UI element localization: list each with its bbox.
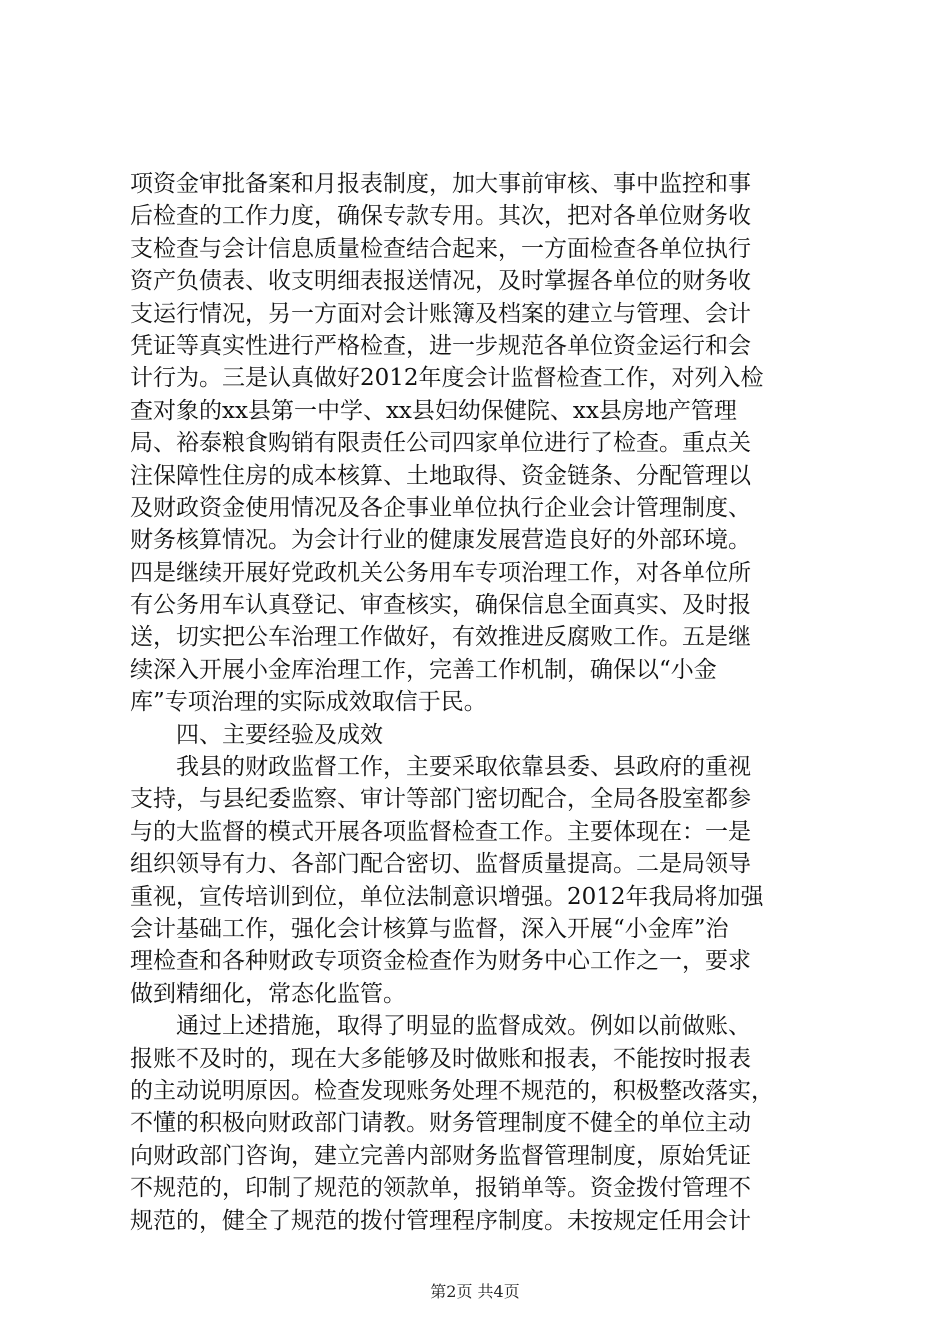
text-line: 通过上述措施，取得了明显的监督成效。例如以前做账、 [130,1013,751,1040]
text-line: 支检查与会计信息质量检查结合起来，一方面检查各单位执行 [130,235,751,262]
text-line: 四、主要经验及成效 [130,721,383,748]
text-line: 续深入开展小金库治理工作，完善工作机制，确保以“小金 [130,656,717,683]
text-line: 有公务用车认真登记、审查核实，确保信息全面真实、及时报 [130,592,751,619]
text-line: 向财政部门咨询，建立完善内部财务监督管理制度，原始凭证 [130,1142,751,1169]
text-line: 计行为。三是认真做好2012年度会计监督检查工作，对列入检 [130,365,764,392]
text-line: 报账不及时的，现在大多能够及时做账和报表，不能按时报表 [130,1045,751,1072]
text-line: 规范的，健全了规范的拨付管理程序制度。未按规定任用会计 [130,1207,751,1234]
text-line: 送，切实把公车治理工作做好，有效推进反腐败工作。五是继 [130,624,751,651]
text-line: 重视，宣传培训到位，单位法制意识增强。2012年我局将加强 [130,883,764,910]
text-line: 我县的财政监督工作，主要采取依靠县委、县政府的重视 [130,754,751,781]
text-line: 后检查的工作力度，确保专款专用。其次，把对各单位财务收 [130,203,751,230]
text-line: 四是继续开展好党政机关公务用车专项治理工作，对各单位所 [130,559,751,586]
text-line: 做到精细化，常态化监管。 [130,980,406,1007]
text-line: 财务核算情况。为会计行业的健康发展营造良好的外部环境。 [130,527,751,554]
page-footer: 第2页 共4页 [430,1282,520,1301]
text-line: 支运行情况，另一方面对会计账簿及档案的建立与管理、会计 [130,300,751,327]
body-text [130,168,830,1237]
text-line: 的主动说明原因。检查发现账务处理不规范的，积极整改落实， [130,1077,774,1104]
text-line: 项资金审批备案和月报表制度，加大事前审核、事中监控和事 [130,171,751,197]
text-line: 查对象的xx县第一中学、xx县妇幼保健院、xx县房地产管理 [130,397,737,424]
text-line: 及财政资金使用情况及各企事业单位执行企业会计管理制度、 [130,494,751,521]
text-line: 组织领导有力、各部门配合密切、监督质量提高。二是局领导 [130,851,751,878]
text-line: 库”专项治理的实际成效取信于民。 [130,689,487,716]
text-line: 会计基础工作，强化会计核算与监督，深入开展“小金库”治 [130,915,729,942]
text-line: 不规范的，印制了规范的领款单，报销单等。资金拨付管理不 [130,1175,751,1202]
text-line: 资产负债表、收支明细表报送情况，及时掌握各单位的财务收 [130,268,751,295]
text-line: 理检查和各种财政专项资金检查作为财务中心工作之一，要求 [130,948,751,975]
text-line: 凭证等真实性进行严格检查，进一步规范各单位资金运行和会 [130,332,751,359]
text-line: 与的大监督的模式开展各项监督检查工作。主要体现在：一是 [130,818,751,845]
text-line: 注保障性住房的成本核算、土地取得、资金链条、分配管理以 [130,462,751,489]
text-line: 支持，与县纪委监察、审计等部门密切配合，全局各股室都参 [130,786,751,813]
text-line: 不懂的积极向财政部门请教。财务管理制度不健全的单位主动 [130,1110,751,1137]
text-line: 局、裕泰粮食购销有限责任公司四家单位进行了检查。重点关 [130,430,751,457]
